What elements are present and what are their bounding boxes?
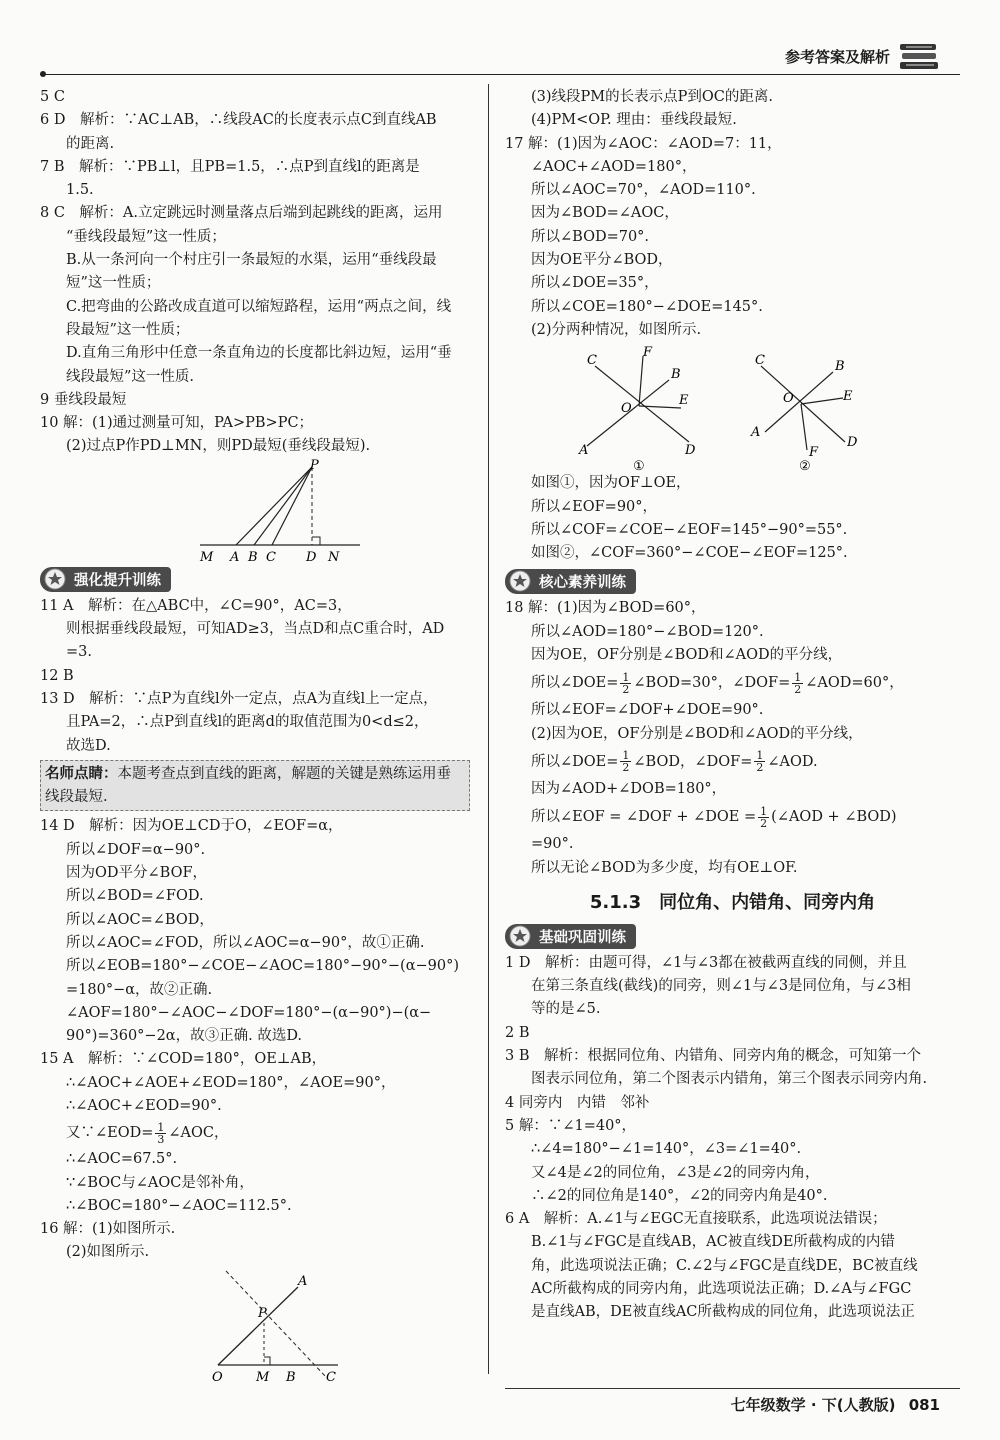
fig10-label-p: P xyxy=(310,458,319,473)
answer-18-2: 所以∠AOD=180°−∠BOD=120°. xyxy=(531,623,764,640)
answer-14-7: 所以∠EOB=180°−∠COE−∠AOC=180°−90°−(α−90°) xyxy=(66,958,460,975)
t4c: ∠AOD=60°， xyxy=(805,675,904,692)
answer-16-3: (3)线段PM的长表示点P到OC的距离. xyxy=(531,89,773,105)
answer-10-2: (2)过点P作PD⊥MN，则PD最短(垂线段最短). xyxy=(66,438,371,455)
fraction-half xyxy=(620,750,631,773)
fig10-label-b: B xyxy=(248,549,258,563)
answer-11-3: =3. xyxy=(66,644,92,661)
answer-16: 16 解：(1)如图所示. xyxy=(40,1221,176,1238)
section-strengthen-title: 强化提升训练 xyxy=(74,572,161,589)
basic-answer-6-3: 角，此选项说法正确；C.∠2与∠FGC是直线DE，BC被直线 xyxy=(531,1257,918,1274)
answer-13-2: 且PA=2，∴点P到直线l的距离d的取值范围为0<d≤2， xyxy=(66,714,429,731)
answer-18-3: 因为OE，OF分别是∠BOD和∠AOD的平分线， xyxy=(531,647,843,664)
badge-icon xyxy=(44,568,66,590)
answer-8-b2: 短”这一性质； xyxy=(66,275,161,292)
answer-11: 11 A 解析：在△ABC中，∠C=90°，AC=3， xyxy=(40,597,352,614)
basic-answer-5-3: 又∠4是∠2的同位角，∠3是∠2的同旁内角， xyxy=(531,1164,820,1181)
header-dot xyxy=(40,71,46,77)
fig17a-label-a: A xyxy=(579,443,589,459)
basic-answer-6: 6 A 解析：A.∠1与∠EGC无直接联系，此选项说法错误； xyxy=(505,1211,887,1228)
answer-17-2: ∠AOC+∠AOD=180°， xyxy=(531,158,697,175)
frac-den: 2 xyxy=(756,761,764,775)
answer-18-8: 因为∠AOD+∠DOB=180°， xyxy=(531,780,727,797)
fig17-caption-2: ② xyxy=(799,459,811,473)
page-footer xyxy=(731,1394,940,1415)
basic-answer-3-2: 图表示同位角，第二个图表示内错角，第三个图表示同旁内角. xyxy=(531,1071,928,1088)
answer-17-3: 所以∠AOC=70°，∠AOD=110°. xyxy=(531,182,756,199)
fig17b-label-a: A xyxy=(751,425,761,441)
fraction-half xyxy=(758,806,769,829)
answer-17-8: 所以∠COE=180°−∠DOE=145°. xyxy=(531,298,763,315)
answer-17: 17 解：(1)因为∠AOC：∠AOD=7：11， xyxy=(505,135,782,152)
basic-answer-1: 1 D 解析：由题可得，∠1与∠3都在被截两直线的同侧，并且 xyxy=(505,954,907,971)
frac-den: 3 xyxy=(157,1132,165,1146)
t7b: ∠BOD，∠DOF= xyxy=(633,753,753,770)
answer-17-10: 如图①，因为OF⊥OE， xyxy=(531,475,691,492)
basic-answer-1-3: 等的是∠5. xyxy=(531,1001,601,1018)
basic-answer-6-5: 是直线AB，DE被直线AC所截构成的同位角，此选项说法正 xyxy=(531,1304,915,1321)
answer-13-3: 故选D. xyxy=(66,737,111,754)
fig17-caption-1: ① xyxy=(633,459,645,473)
answer-17-12: 所以∠COF=∠COE−∠EOF=145°−90°=55°. xyxy=(531,521,848,538)
tip-text: 本题考查点到直线的距离，解题的关键是熟练运用垂线段最短. xyxy=(45,765,451,806)
right-column xyxy=(505,86,960,1325)
fig17a-label-o: O xyxy=(621,401,632,417)
basic-answer-5: 5 解：∵∠1=40°， xyxy=(505,1117,637,1134)
fig10-label-a: A xyxy=(230,549,240,563)
fig17a-label-c: C xyxy=(587,353,597,369)
fig16-label-p: P xyxy=(258,1305,267,1321)
answer-14-3: 因为OD平分∠BOF， xyxy=(66,865,208,882)
basic-answer-6-4: AC所截构成的同旁内角，此选项说法正确；D.∠A与∠FGC xyxy=(531,1280,912,1297)
answer-15-5: ∴∠AOC=67.5°. xyxy=(66,1151,178,1168)
answer-18-4 xyxy=(505,667,960,699)
answer-8-a: “垂线段最短”这一性质； xyxy=(66,228,226,245)
answer-17-9: (2)分两种情况，如图所示. xyxy=(531,321,702,338)
fraction-half xyxy=(620,672,631,695)
page-header xyxy=(40,40,960,76)
answer-15: 15 A 解析：∵∠COD=180°，OE⊥AB， xyxy=(40,1051,327,1068)
tip-label: 名师点睛： xyxy=(45,764,118,782)
basic-answer-2: 2 B xyxy=(505,1024,530,1041)
frac-num: 1 xyxy=(760,804,768,818)
fig16-label-c: C xyxy=(326,1369,336,1385)
answer-6: 6 D 解析：∵AC⊥AB，∴线段AC的长度表示点C到直线AB xyxy=(40,112,437,129)
answer-8-d: D.直角三角形中任意一条直角边的长度都比斜边短，运用“垂 xyxy=(66,345,452,362)
answer-15-2: ∴∠AOC+∠AOE+∠EOD=180°，∠AOE=90°， xyxy=(66,1074,396,1091)
answer-14-4: 所以∠BOD=∠FOD. xyxy=(66,888,204,905)
answer-11-2: 则根据垂线段最短，可知AD≥3，当点D和点C重合时，AD xyxy=(66,621,445,638)
basic-answer-4: 4 同旁内 内错 邻补 xyxy=(505,1094,650,1111)
answer-14-9: ∠AOF=180°−∠AOC−∠DOF=180°−(α−90°)−(α− xyxy=(66,1004,432,1021)
books-icon xyxy=(898,40,940,74)
answer-18-6: (2)因为OE，OF分别是∠BOD和∠AOD的平分线， xyxy=(531,725,863,742)
t4b: ∠BOD=30°，∠DOF= xyxy=(633,675,791,692)
teacher-tip xyxy=(40,760,470,812)
answer-18-9 xyxy=(505,801,960,833)
answer-9: 9 垂线段最短 xyxy=(40,391,127,408)
answer-5: 5 C xyxy=(40,89,65,105)
fig16-label-a: A xyxy=(298,1273,308,1289)
fraction-half xyxy=(792,672,803,695)
section-basic xyxy=(505,924,636,949)
answer-18-10: =90°. xyxy=(531,836,574,853)
answer-7-cont: 1.5. xyxy=(66,182,94,199)
fig17a-label-e: E xyxy=(679,393,689,409)
t7a: 所以∠DOE= xyxy=(531,753,619,770)
fig10-label-n: N xyxy=(328,549,340,563)
figure-16 xyxy=(40,1265,495,1385)
badge-icon xyxy=(509,570,531,592)
fraction-one-third xyxy=(155,1122,166,1145)
answer-13: 13 D 解析：∵点P为直线l外一定点，点A为直线l上一定点， xyxy=(40,690,438,707)
fig17a-label-b: B xyxy=(671,367,681,383)
answer-7: 7 B 解析：∵PB⊥l，且PB=1.5，∴点P到直线l的距离是 xyxy=(40,158,420,175)
answer-8-b: B.从一条河向一个村庄引一条最短的水渠，运用“垂线段最 xyxy=(66,252,437,269)
frac-den: 2 xyxy=(622,682,630,696)
section-core-title: 核心素养训练 xyxy=(539,575,626,592)
answer-12: 12 B xyxy=(40,667,74,684)
basic-answer-6-2: B.∠1与∠FGC是直线AB，AC被直线DE所截构成的内错 xyxy=(531,1234,895,1251)
fig16-label-b: B xyxy=(286,1369,296,1385)
fig17b-label-d: D xyxy=(847,435,858,451)
answer-8-c: C.把弯曲的公路改成直道可以缩短路程，运用“两点之间，线 xyxy=(66,298,452,315)
page-number: 081 xyxy=(908,1396,940,1414)
frac-den: 2 xyxy=(760,816,768,830)
figure-10 xyxy=(40,459,495,563)
frac-num: 1 xyxy=(622,749,630,763)
badge-icon xyxy=(509,925,531,947)
answer-15-7: ∴∠BOC=180°−∠AOC=112.5°. xyxy=(66,1197,292,1214)
fig10-label-d: D xyxy=(306,549,317,563)
fig16-label-m: M xyxy=(256,1369,270,1385)
answer-15-4 xyxy=(40,1118,495,1148)
section-strengthen xyxy=(40,567,171,592)
answer-18-11: 所以无论∠BOD为多少度，均有OE⊥OF. xyxy=(531,859,798,876)
answer-17-5: 所以∠BOD=70°. xyxy=(531,228,650,245)
subsection-title: 5.1.3 同位角、内错角、同旁内角 xyxy=(589,891,876,913)
header-rule xyxy=(40,74,960,75)
answer-17-13: 如图②，∠COF=360°−∠COE−∠EOF=125°. xyxy=(531,545,848,562)
frac-num: 1 xyxy=(622,670,630,684)
answer-14-6: 所以∠AOC=∠FOD，所以∠AOC=α−90°，故①正确. xyxy=(66,934,425,951)
figure-17 xyxy=(505,342,960,472)
fig17b-label-f: F xyxy=(809,445,819,461)
frac-den: 2 xyxy=(794,682,802,696)
answer-17-7: 所以∠DOE=35°， xyxy=(531,275,659,292)
fraction-half xyxy=(754,750,765,773)
answer-6-cont: 的距离. xyxy=(66,135,115,152)
basic-answer-3: 3 B 解析：根据同位角、内错角、同旁内角的概念，可知第一个 xyxy=(505,1048,921,1065)
footer-text: 七年级数学 · 下(人教版) xyxy=(730,1396,896,1414)
answer-17-4: 因为∠BOD=∠AOC， xyxy=(531,205,679,222)
answer-15-3: ∴∠AOC+∠EOD=90°. xyxy=(66,1097,222,1114)
answer-14-2: 所以∠DOF=α−90°. xyxy=(66,841,206,858)
answer-17-6: 因为OE平分∠BOD， xyxy=(531,252,673,269)
fig10-label-m: M xyxy=(200,549,214,563)
answer-15-6: ∵∠BOC与∠AOC是邻补角， xyxy=(66,1174,254,1191)
fig10-label-c: C xyxy=(266,549,276,563)
fig17b-label-o: O xyxy=(783,391,794,407)
frac-num: 1 xyxy=(157,1120,165,1134)
section-core xyxy=(505,569,636,594)
basic-answer-5-2: ∴∠4=180°−∠1=140°，∠3=∠1=40°. xyxy=(531,1141,802,1158)
answer-18: 18 解：(1)因为∠BOD=60°， xyxy=(505,600,706,617)
answer-14-5: 所以∠AOC=∠BOD， xyxy=(66,911,214,928)
fig17a-label-f: F xyxy=(643,345,653,361)
answer-8: 8 C 解析：A.立定跳远时测量落点后端到起跳线的距离，运用 xyxy=(40,205,443,222)
fig16-label-o: O xyxy=(212,1369,223,1385)
fig17b-label-c: C xyxy=(755,353,765,369)
answer-15-4b: ∠AOC， xyxy=(168,1125,229,1142)
answer-8-c2: 段最短”这一性质； xyxy=(66,321,190,338)
t4a: 所以∠DOE= xyxy=(531,675,619,692)
frac-num: 1 xyxy=(794,670,802,684)
fig17b-label-b: B xyxy=(835,359,845,375)
answer-18-7 xyxy=(505,746,960,778)
answer-17-11: 所以∠EOF=90°， xyxy=(531,498,658,515)
answer-18-5: 所以∠EOF=∠DOF+∠DOE=90°. xyxy=(531,702,764,719)
header-title: 参考答案及解析 xyxy=(784,48,890,66)
answer-8-d2: 线段最短”这一性质. xyxy=(66,368,195,385)
t9a: 所以∠EOF = ∠DOF + ∠DOE = xyxy=(531,809,757,826)
answer-15-4a: 又∵∠EOD= xyxy=(66,1125,154,1142)
answer-10: 10 解：(1)通过测量可知，PA>PB>PC； xyxy=(40,415,314,432)
answer-14-10: 90°)=360°−2α，故③正确. 故选D. xyxy=(66,1028,303,1045)
fig17b-label-e: E xyxy=(843,389,853,405)
footer-rule xyxy=(505,1388,960,1389)
answer-14-8: =180°−α，故②正确. xyxy=(66,981,213,998)
basic-answer-1-2: 在第三条直线(截线)的同旁，则∠1与∠3是同位角，与∠3相 xyxy=(531,978,911,995)
left-column xyxy=(40,86,495,1385)
frac-num: 1 xyxy=(756,749,764,763)
answer-14: 14 D 解析：因为OE⊥CD于O，∠EOF=α， xyxy=(40,818,343,835)
answer-16-4: (4)PM<OP. 理由：垂线段最短. xyxy=(531,112,737,129)
t9b: (∠AOD + ∠BOD) xyxy=(771,809,897,826)
section-basic-title: 基础巩固训练 xyxy=(539,929,626,946)
basic-answer-5-4: ∴∠2的同位角是140°，∠2的同旁内角是40°. xyxy=(531,1187,828,1204)
frac-den: 2 xyxy=(622,761,630,775)
fig17a-label-d: D xyxy=(685,443,696,459)
t7c: ∠AOD. xyxy=(767,753,818,770)
answer-16-2: (2)如图所示. xyxy=(66,1244,150,1261)
